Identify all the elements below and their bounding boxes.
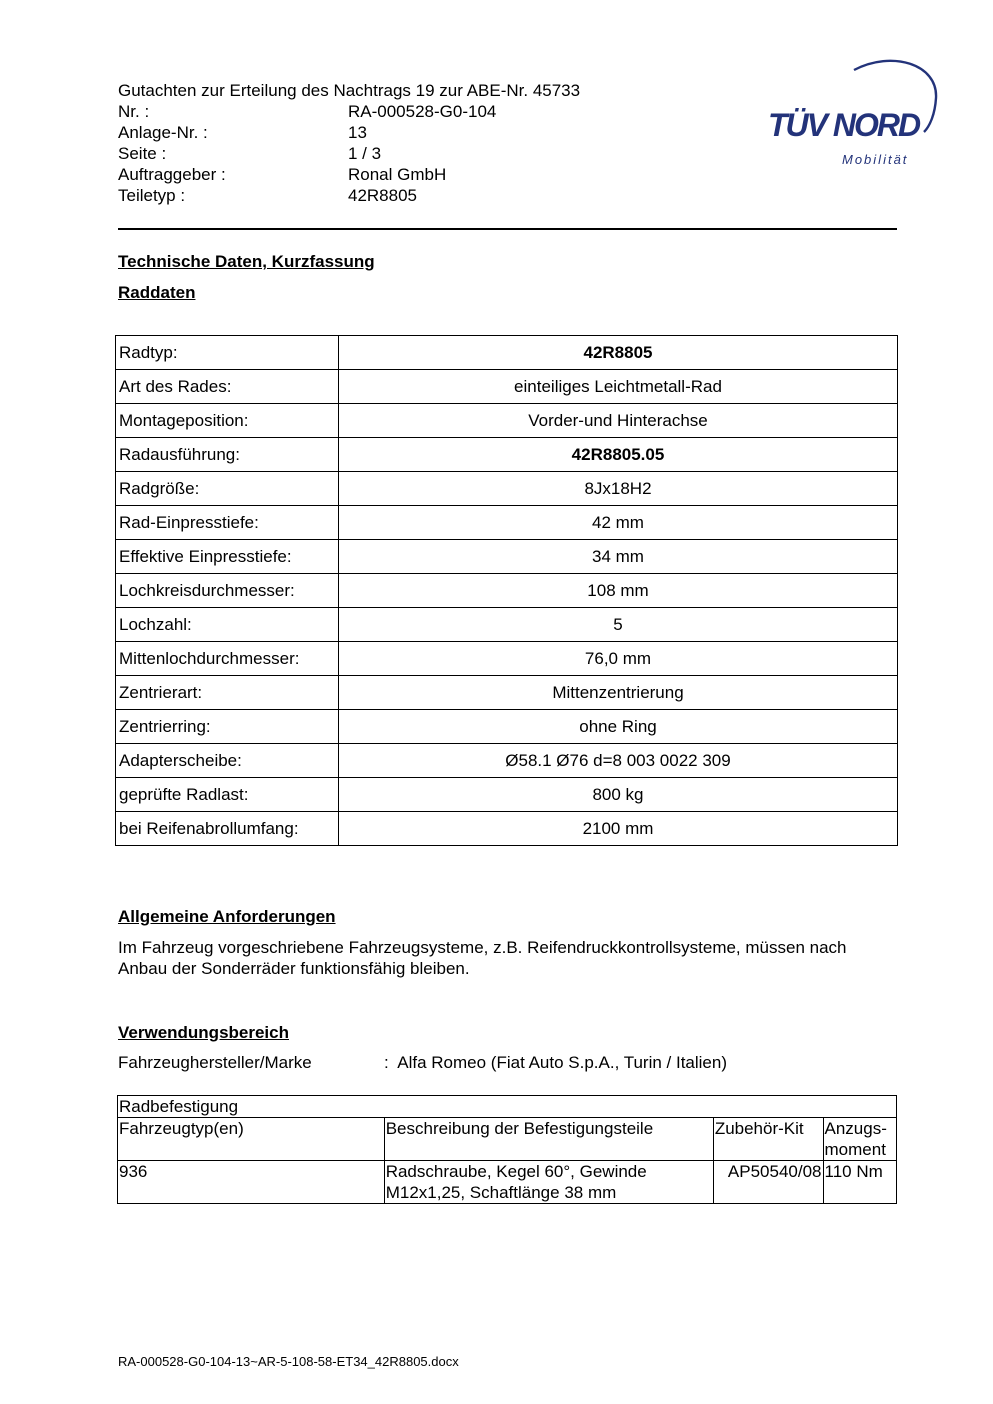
wheel-data-value: 800 kg <box>339 778 898 812</box>
header-field-label: Seite : <box>118 144 167 163</box>
wheel-data-label: Radtyp: <box>116 336 339 370</box>
manufacturer-value: Alfa Romeo (Fiat Auto S.p.A., Turin / Italien) <box>397 1053 728 1072</box>
wheel-data-value: Ø58.1 Ø76 d=8 003 0022 309 <box>339 744 898 778</box>
wheel-data-value: 8Jx18H2 <box>339 472 898 506</box>
wheel-data-label: Adapterscheibe: <box>116 744 339 778</box>
wheel-data-row <box>116 676 898 710</box>
header-field-label: Nr. : <box>118 102 150 121</box>
logo-brand-text: TÜV NORD <box>768 107 920 143</box>
requirements-heading: Allgemeine Anforderungen <box>118 907 336 926</box>
wheel-data-row <box>116 370 898 404</box>
wheel-data-label: Zentrierart: <box>116 676 339 710</box>
header-torque: Anzugs-moment <box>823 1118 896 1161</box>
wheel-data-label: Radausführung: <box>116 438 339 472</box>
wheel-data-row <box>116 778 898 812</box>
wheel-data-row <box>116 710 898 744</box>
header-field <box>118 143 382 164</box>
wheel-data-row <box>116 642 898 676</box>
wheel-data-label: Montageposition: <box>116 404 339 438</box>
tuev-nord-logo <box>762 56 942 176</box>
header-field-value: 13 <box>348 123 367 142</box>
raddaten-heading: Raddaten <box>118 283 196 302</box>
header-description: Beschreibung der Befestigungsteile <box>384 1118 713 1161</box>
header-field-label: Auftraggeber : <box>118 165 226 184</box>
wheel-data-row <box>116 744 898 778</box>
wheel-data-value: 5 <box>339 608 898 642</box>
wheel-data-row <box>116 438 898 472</box>
technical-heading: Technische Daten, Kurzfassung <box>118 252 375 271</box>
wheel-data-value: ohne Ring <box>339 710 898 744</box>
header-field-label: Anlage-Nr. : <box>118 123 208 142</box>
header-field-label: Teiletyp : <box>118 186 186 205</box>
wheel-data-row <box>116 404 898 438</box>
wheel-data-label: Zentrierring: <box>116 710 339 744</box>
document-title: Gutachten zur Erteilung des Nachtrags 19 zur ABE-Nr. 45733 <box>118 81 581 100</box>
wheel-data-value: Vorder-und Hinterachse <box>339 404 898 438</box>
wheel-data-label: Effektive Einpresstiefe: <box>116 540 339 574</box>
wheel-data-label: Radgröße: <box>116 472 339 506</box>
wheel-data-label: Art des Rades: <box>116 370 339 404</box>
fixing-header-row <box>118 1118 897 1161</box>
wheel-data-value: 76,0 mm <box>339 642 898 676</box>
wheel-data-value: 2100 mm <box>339 812 898 846</box>
torque-cell: 110 Nm <box>823 1161 896 1204</box>
wheel-data-label: Lochzahl: <box>116 608 339 642</box>
wheel-data-value: 42R8805.05 <box>339 438 898 472</box>
wheel-data-label: geprüfte Radlast: <box>116 778 339 812</box>
requirements-text: Im Fahrzeug vorgeschriebene Fahrzeugsysteme, z.B. Reifendruckkontrollsysteme, müssen nach Anbau der Sonderräder funktionsfähig bleiben. <box>118 938 847 978</box>
header-kit: Zubehör-Kit <box>713 1118 823 1161</box>
header-field <box>118 185 418 206</box>
header-field <box>118 122 367 143</box>
manufacturer-line <box>118 1053 728 1073</box>
wheel-data-row <box>116 608 898 642</box>
description-cell: Radschraube, Kegel 60°, Gewinde M12x1,25, Schaftlänge 38 mm <box>384 1161 713 1204</box>
wheel-data-row <box>116 472 898 506</box>
wheel-data-label: Lochkreisdurchmesser: <box>116 574 339 608</box>
wheel-data-row <box>116 506 898 540</box>
fixing-row <box>118 1161 897 1204</box>
header-field-value: Ronal GmbH <box>348 165 447 184</box>
manufacturer-separator: : <box>384 1053 389 1072</box>
manufacturer-label: Fahrzeughersteller/Marke <box>118 1053 312 1072</box>
usage-heading: Verwendungsbereich <box>118 1023 289 1042</box>
header-field-value: RA-000528-G0-104 <box>348 102 497 121</box>
fixing-caption: Radbefestigung <box>118 1096 897 1118</box>
wheel-data-row <box>116 812 898 846</box>
wheel-data-value: 42R8805 <box>339 336 898 370</box>
logo-sub-text: Mobilität <box>842 152 909 167</box>
header-divider <box>118 228 897 230</box>
wheel-data-table <box>115 335 898 846</box>
header-field-value: 1 / 3 <box>348 144 382 163</box>
wheel-data-value: einteiliges Leichtmetall-Rad <box>339 370 898 404</box>
kit-cell: AP50540/08 <box>713 1161 823 1204</box>
wheel-data-label: bei Reifenabrollumfang: <box>116 812 339 846</box>
vehicle-type-cell: 936 <box>118 1161 385 1204</box>
wheel-data-row <box>116 574 898 608</box>
wheel-data-value: Mittenzentrierung <box>339 676 898 710</box>
header-vehicle-type: Fahrzeugtyp(en) <box>118 1118 385 1161</box>
wheel-data-label: Mittenlochdurchmesser: <box>116 642 339 676</box>
footer-filename: RA-000528-G0-104-13~AR-5-108-58-ET34_42R8805.docx <box>118 1354 459 1369</box>
wheel-data-value: 42 mm <box>339 506 898 540</box>
fixing-table <box>117 1095 897 1204</box>
logo-arc-icon <box>762 56 942 176</box>
header-field <box>118 101 497 122</box>
wheel-data-value: 34 mm <box>339 540 898 574</box>
wheel-data-row <box>116 336 898 370</box>
header-field <box>118 164 447 185</box>
wheel-data-label: Rad-Einpresstiefe: <box>116 506 339 540</box>
wheel-data-row <box>116 540 898 574</box>
wheel-data-value: 108 mm <box>339 574 898 608</box>
header-field-value: 42R8805 <box>348 186 418 205</box>
